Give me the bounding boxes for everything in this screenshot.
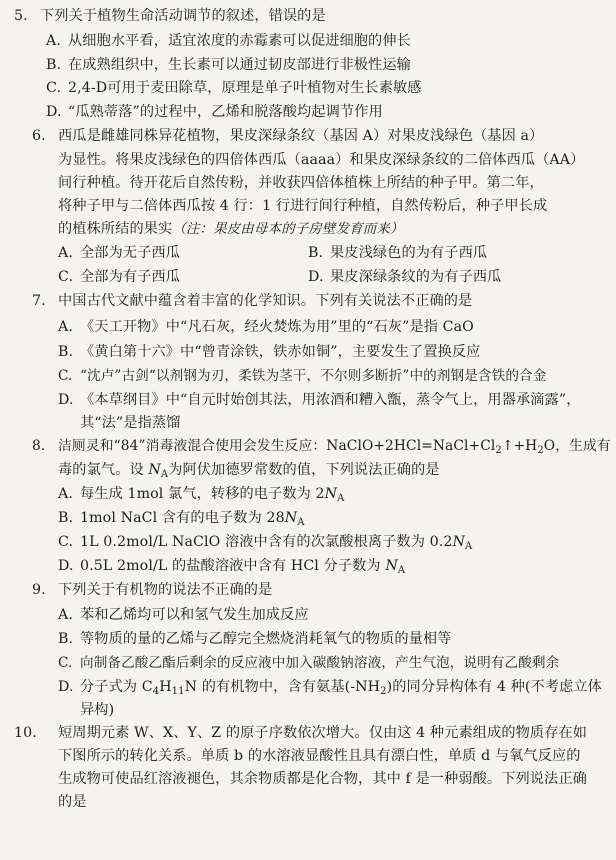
q7-option-d: D. 《本草纲目》中“自元时始创其法，用浓酒和糟入甑，蒸令气上，用器承滴露”，: [58, 392, 581, 408]
q9-option-d: D. 分子式为 $C_4H_{11}N$ 的有机物中，含有氨基$(-NH_2)$的同分异构体有 4 种(不考虑立体: [58, 679, 602, 697]
q6-number: 6.: [32, 128, 46, 144]
q6-note: （注：果皮由母本的子房壁发育而来）: [172, 221, 404, 237]
q7-option-d-cont: 其“法”是指蒸馏: [80, 415, 181, 431]
q9-option-c: C. 向制备乙酸乙酯后剩余的反应液中加入碳酸钠溶液，产生气泡，说明有乙酸剩余: [58, 655, 560, 671]
q7-option-a: A. 《天工开物》中“凡石灰，经火焚炼为用”里的“石灰”是指 CaO: [58, 319, 474, 335]
q5-number: 5.: [14, 8, 28, 24]
q6-option-b: B. 果皮浅绿色的为有子西瓜: [308, 245, 488, 261]
q8-number: 8.: [32, 438, 46, 454]
q8-stem-line-2: 毒的氯气。设 $N_A$为阿伏加德罗常数的值，下列说法正确的是: [58, 462, 440, 480]
q8-option-b: B. 1mol NaCl 含有的电子数为 $28N_A$: [58, 510, 305, 528]
q7-option-c: C. “沈卢”古剑“以剂钢为刃，柔铁为茎干，不尔则多断折”中的剂钢是含铁的合金: [58, 368, 547, 384]
q5-option-b: B. 在成熟组织中，生长素可以通过韧皮部进行非极性运输: [46, 57, 411, 73]
q6-stem-line-5: 的植株所结的果实（注：果皮由母本的子房壁发育而来）: [58, 221, 404, 237]
q10-stem-line-4: 的是: [58, 794, 87, 810]
q8-option-d: D. 0.5L 2mol/L 的盐酸溶液中含有 HCl 分子数为 $N_A$: [58, 558, 406, 576]
q10-stem-line-3: 生成物可使品红溶液褪色，其余物质都是化合物，其中 f 是一种弱酸。下列说法正确: [58, 771, 587, 787]
q8-stem-line-1: 8. 洁厕灵和“84”消毒液混合使用会发生反应：$NaClO+2HCl=NaCl+Cl_2↑+H_2O$，生成有: [32, 438, 611, 456]
q6-stem-line-3: 间行种植。待开花后自然传粉，并收获四倍体植株上所结的种子甲。第二年，: [58, 175, 544, 191]
q6-stem-line-2: 为显性。将果皮浅绿色的四倍体西瓜（aaaa）和果皮深绿条纹的二倍体西瓜（AA）: [58, 152, 585, 168]
q9-number: 9.: [32, 582, 46, 598]
q8-option-c: C. 1L 0.2mol/L NaClO 溶液中含有的次氯酸根离子数为 $0.2N_A$: [58, 534, 473, 552]
q6-option-a: A. 全部为无子西瓜: [58, 245, 181, 261]
q9-option-b: B. 等物质的量的乙烯与乙醇完全燃烧消耗氧气的物质的量相等: [58, 631, 452, 647]
q6-stem-line-4: 将种子甲与二倍体西瓜按 4 行：1 行进行间行种植，自然传粉后，种子甲长成: [58, 198, 548, 214]
q5-option-c: C. 2,4-D可用于麦田除草，原理是单子叶植物对生长素敏感: [46, 80, 422, 96]
q7-stem: 7. 中国古代文献中蕴含着丰富的化学知识。下列有关说法不正确的是: [32, 293, 473, 309]
q7-option-b: B. 《黄白第十六》中“曾青涂铁，铁赤如铜”，主要发生了置换反应: [58, 344, 481, 360]
q5-option-d: D. “瓜熟蒂落”的过程中，乙烯和脱落酸均起调节作用: [46, 104, 383, 120]
q7-number: 7.: [32, 293, 46, 309]
q10-stem-line-1: 10. 短周期元素 W、X、Y、Z 的原子序数依次增大。仅由这 4 种元素组成的物质存在如: [14, 725, 588, 741]
q9-option-d-cont: 异构): [80, 702, 115, 718]
q9-option-a: A. 苯和乙烯均可以和氢气发生加成反应: [58, 607, 309, 623]
q8-option-a: A. 每生成 1mol 氯气，转移的电子数为 $2N_A$: [58, 486, 345, 504]
q6-option-c: C. 全部为有子西瓜: [58, 269, 181, 285]
q6-option-d: D. 果皮深绿条纹的为有子西瓜: [308, 269, 502, 285]
q10-number: 10.: [14, 725, 37, 741]
q10-stem-line-2: 下图所示的转化关系。单质 b 的水溶液显酸性且具有漂白性，单质 d 与氧气反应的: [58, 748, 581, 764]
q6-stem-line-1: 6. 西瓜是雌雄同株异花植物，果皮深绿条纹（基因 A）对果皮浅绿色（基因 a）: [32, 128, 544, 144]
q5-option-a: A. 从细胞水平看，适宜浓度的赤霉素可以促进细胞的伸长: [46, 33, 411, 49]
q5-stem: 5. 下列关于植物生命活动调节的叙述，错误的是: [14, 8, 326, 24]
q9-stem: 9. 下列关于有机物的说法不正确的是: [32, 582, 273, 598]
